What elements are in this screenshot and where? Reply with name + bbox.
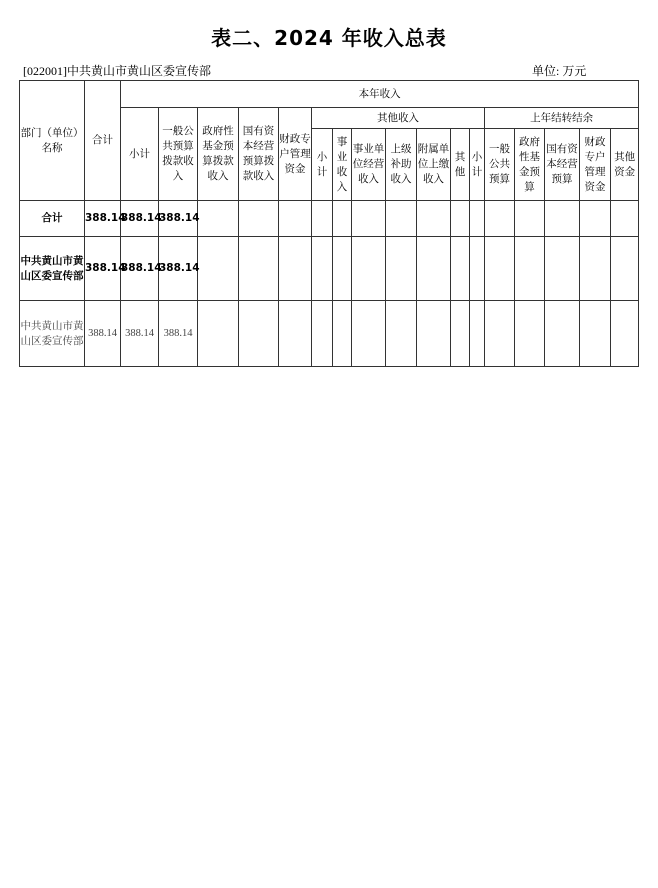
- header-superior-subsidy: 上级补助收入: [386, 129, 417, 201]
- unit-label: 单位: 万元: [532, 64, 587, 78]
- header-ly-other: 其他资金: [611, 129, 639, 201]
- header-subtotal: 小计: [121, 108, 159, 201]
- table-row: [20, 201, 639, 237]
- row-name: 合计: [20, 201, 85, 237]
- table-row: [20, 301, 639, 367]
- header-dept: 部门（单位）名称: [20, 81, 85, 201]
- header-other-income: 其他收入: [312, 108, 485, 129]
- header-ly-gov-fund: 政府性基金预算: [515, 129, 545, 201]
- row-total: 388.14: [85, 237, 121, 301]
- header-other: 其他: [451, 129, 470, 201]
- row-total: 388.14: [85, 301, 121, 367]
- header-fiscal-special: 财政专户管理资金: [279, 108, 312, 201]
- row-subtotal: 388.14: [121, 237, 159, 301]
- row-total: 388.14: [85, 201, 121, 237]
- header-ly-fiscal: 财政专户管理资金: [580, 129, 611, 201]
- page-title: 表二、2024 年收入总表: [211, 26, 447, 50]
- header-ly-subtotal: 小计: [470, 129, 485, 201]
- row-general: 388.14: [159, 301, 198, 367]
- row-name: 中共黄山市黄山区委宣传部: [20, 301, 85, 367]
- header-ly-state-capital: 国有资本经营预算: [545, 129, 580, 201]
- header-current-year: 本年收入: [121, 81, 639, 108]
- header-gov-fund: 政府性基金预算拨款收入: [198, 108, 239, 201]
- header-general-budget: 一般公共预算拨款收入: [159, 108, 198, 201]
- row-subtotal: 388.14: [121, 201, 159, 237]
- header-business-income: 事业收入: [333, 129, 352, 201]
- header-affiliated-remit: 附属单位上缴收入: [417, 129, 451, 201]
- org-label: [022001]中共黄山市黄山区委宣传部: [23, 64, 211, 78]
- header-business-unit-op: 事业单位经营收入: [352, 129, 386, 201]
- row-subtotal: 388.14: [121, 301, 159, 367]
- row-name: 中共黄山市黄山区委宣传部: [20, 237, 85, 301]
- row-general: 388.14: [159, 237, 198, 301]
- row-general: 388.14: [159, 201, 198, 237]
- header-state-capital: 国有资本经营预算拨款收入: [239, 108, 279, 201]
- header-ly-general: 一般公共预算: [485, 129, 515, 201]
- header-total: 合计: [85, 81, 121, 201]
- header-other-subtotal: 小计: [312, 129, 333, 201]
- header-last-year: 上年结转结余: [485, 108, 639, 129]
- income-summary-table: [19, 80, 639, 367]
- table-row: [20, 237, 639, 301]
